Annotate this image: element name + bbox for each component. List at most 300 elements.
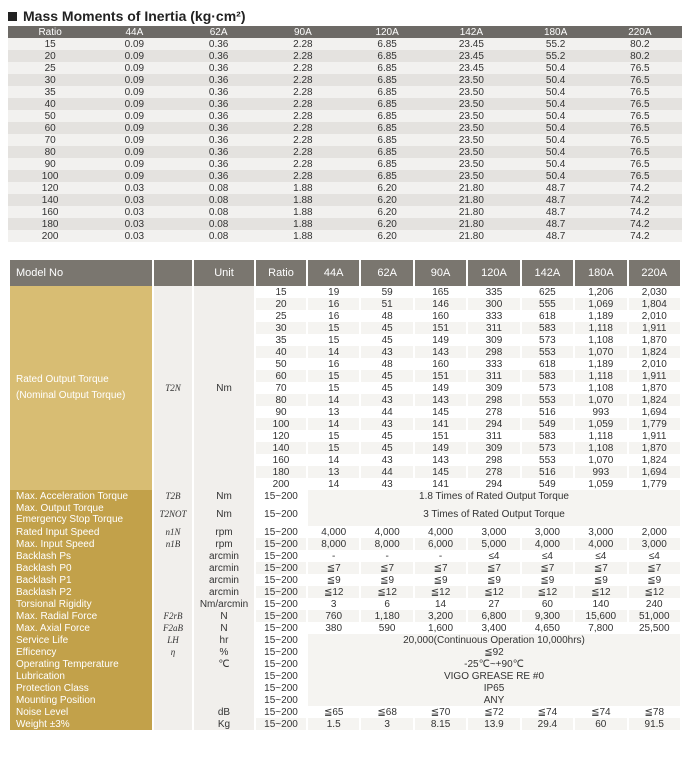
- value-cell: ≦74: [575, 706, 626, 718]
- estop-unit: Nm: [194, 502, 254, 526]
- inertia-cell: 23.45: [429, 38, 513, 50]
- value-cell: 51: [361, 298, 412, 310]
- inertia-cell: 55.2: [514, 50, 598, 62]
- inertia-cell: 2.28: [261, 38, 345, 50]
- value-cell: 760: [308, 610, 359, 622]
- spec-unit: N: [194, 610, 254, 622]
- value-cell: 3: [361, 718, 412, 730]
- symbol-cell: [154, 574, 192, 586]
- torque-unit: Nm: [194, 286, 254, 490]
- value-cell: 48: [361, 358, 412, 370]
- torque-label: [10, 286, 152, 490]
- inertia-cell: 76.5: [598, 74, 682, 86]
- value-cell: 1,911: [629, 430, 680, 442]
- value-cell: 1,069: [575, 298, 626, 310]
- value-cell: 145: [415, 466, 466, 478]
- symbol-cell: [154, 526, 192, 538]
- spec-label: Max. Radial Force: [10, 610, 152, 622]
- inertia-cell: 0.03: [92, 206, 176, 218]
- inertia-cell: 0.36: [177, 38, 261, 50]
- value-cell: 143: [415, 346, 466, 358]
- span-ratio: 15~200: [256, 646, 306, 658]
- inertia-cell: 0.09: [92, 38, 176, 50]
- value-cell: 59: [361, 286, 412, 298]
- inertia-cell: 2.28: [261, 86, 345, 98]
- symbol-text: n1B: [165, 538, 181, 549]
- symbol-cell: [154, 610, 192, 622]
- symbol-cell: [154, 646, 192, 658]
- inertia-cell: 76.5: [598, 62, 682, 74]
- value-cell: 3,200: [415, 610, 466, 622]
- value-cell: ≦9: [575, 574, 626, 586]
- value-cell: 141: [415, 478, 466, 490]
- spec-row: [10, 610, 680, 622]
- value-cell: 1,189: [575, 358, 626, 370]
- value-cell: 15: [308, 322, 359, 334]
- inertia-cell: 23.50: [429, 74, 513, 86]
- value-cell: 6,800: [468, 610, 519, 622]
- spec-header-row: [10, 260, 680, 286]
- value-cell: 516: [522, 406, 573, 418]
- value-cell: 13.9: [468, 718, 519, 730]
- value-cell: 1,824: [629, 394, 680, 406]
- inertia-cell: 23.50: [429, 146, 513, 158]
- ratio-cell: 70: [256, 382, 306, 394]
- spec-label: Max. Input Speed: [10, 538, 152, 550]
- spec-ratio: 15~200: [256, 610, 306, 622]
- value-cell: 1,779: [629, 478, 680, 490]
- value-cell: 333: [468, 358, 519, 370]
- inertia-cell: 0.09: [92, 74, 176, 86]
- tail-label: Weight ±3%: [10, 718, 152, 730]
- spec-header-cell: 90A: [415, 260, 466, 286]
- span-unit: %: [194, 646, 254, 658]
- value-cell: 278: [468, 466, 519, 478]
- spec-ratio: 15~200: [256, 586, 306, 598]
- value-cell: ≦7: [308, 562, 359, 574]
- value-cell: 149: [415, 382, 466, 394]
- spec-row: [10, 574, 680, 586]
- inertia-cell: 80.2: [598, 38, 682, 50]
- ratio-cell: 25: [256, 310, 306, 322]
- value-cell: ≦9: [308, 574, 359, 586]
- value-cell: 583: [522, 370, 573, 382]
- inertia-cell: 2.28: [261, 146, 345, 158]
- value-cell: 240: [629, 598, 680, 610]
- value-cell: 1.5: [308, 718, 359, 730]
- inertia-cell: 50.4: [514, 62, 598, 74]
- inertia-cell: 0.08: [177, 218, 261, 230]
- value-cell: 993: [575, 466, 626, 478]
- span-ratio: 15~200: [256, 682, 306, 694]
- value-cell: ≦7: [415, 562, 466, 574]
- inertia-row: [8, 146, 682, 158]
- value-cell: 14: [415, 598, 466, 610]
- inertia-cell: 50.4: [514, 122, 598, 134]
- symbol-text: T2NOT: [159, 508, 187, 519]
- value-cell: 1,824: [629, 454, 680, 466]
- value-cell: 6,000: [415, 538, 466, 550]
- inertia-cell: 50.4: [514, 134, 598, 146]
- inertia-cell: 200: [8, 230, 92, 242]
- value-cell: 4,000: [415, 526, 466, 538]
- square-bullet-icon: [8, 12, 17, 21]
- spec-header-cell: 220A: [629, 260, 680, 286]
- value-cell: ≦9: [629, 574, 680, 586]
- inertia-row: [8, 218, 682, 230]
- ratio-cell: 50: [256, 358, 306, 370]
- symbol-cell: [154, 538, 192, 550]
- value-cell: 583: [522, 322, 573, 334]
- spec-header-cell: 180A: [575, 260, 626, 286]
- inertia-cell: 0.36: [177, 122, 261, 134]
- ratio-cell: 180: [256, 466, 306, 478]
- span-ratio: 15~200: [256, 670, 306, 682]
- value-cell: 14: [308, 346, 359, 358]
- spec-label: Backlash P2: [10, 586, 152, 598]
- inertia-cell: 20: [8, 50, 92, 62]
- spec-unit: Nm/arcmin: [194, 598, 254, 610]
- inertia-cell: 0.09: [92, 62, 176, 74]
- inertia-cell: 160: [8, 206, 92, 218]
- accel-unit: Nm: [194, 490, 254, 502]
- symbol-text: LH: [167, 634, 179, 645]
- inertia-cell: 6.85: [345, 74, 429, 86]
- estop-label: [10, 502, 152, 526]
- value-cell: 45: [361, 382, 412, 394]
- inertia-header-cell: 120A: [345, 26, 429, 38]
- span-label: Lubrication: [10, 670, 152, 682]
- tail-unit: Kg: [194, 718, 254, 730]
- spec-ratio: 15~200: [256, 526, 306, 538]
- inertia-table: [8, 26, 682, 242]
- inertia-cell: 2.28: [261, 170, 345, 182]
- inertia-cell: 0.09: [92, 122, 176, 134]
- value-cell: ≦9: [415, 574, 466, 586]
- span-row: [10, 682, 680, 694]
- inertia-cell: 6.85: [345, 134, 429, 146]
- symbol-cell: [154, 490, 192, 502]
- span-value: ANY: [308, 694, 680, 706]
- inertia-row: [8, 230, 682, 242]
- value-cell: 573: [522, 382, 573, 394]
- value-cell: 1,870: [629, 334, 680, 346]
- ratio-cell: 20: [256, 298, 306, 310]
- inertia-title-text: Mass Moments of Inertia (kg·cm²): [23, 8, 246, 24]
- tail-row: [10, 718, 680, 730]
- inertia-row: [8, 122, 682, 134]
- inertia-row: [8, 62, 682, 74]
- value-cell: 1,694: [629, 406, 680, 418]
- value-cell: 140: [575, 598, 626, 610]
- inertia-cell: 0.08: [177, 206, 261, 218]
- value-cell: 516: [522, 466, 573, 478]
- ratio-cell: 160: [256, 454, 306, 466]
- spec-label: Backlash P0: [10, 562, 152, 574]
- value-cell: ≤4: [522, 550, 573, 562]
- value-cell: 311: [468, 322, 519, 334]
- inertia-cell: 23.50: [429, 134, 513, 146]
- inertia-row: [8, 158, 682, 170]
- inertia-cell: 0.08: [177, 194, 261, 206]
- ratio-cell: 15: [256, 286, 306, 298]
- value-cell: 1,108: [575, 334, 626, 346]
- spec-ratio: 15~200: [256, 550, 306, 562]
- span-value: IP65: [308, 682, 680, 694]
- value-cell: 618: [522, 310, 573, 322]
- inertia-cell: 0.36: [177, 134, 261, 146]
- value-cell: -: [415, 550, 466, 562]
- value-cell: ≦65: [308, 706, 359, 718]
- value-cell: -: [308, 550, 359, 562]
- torque-label-line2: (Nominal Output Torque): [16, 390, 126, 401]
- spec-header-cell: Model No: [10, 260, 152, 286]
- value-cell: 45: [361, 370, 412, 382]
- inertia-cell: 0.09: [92, 86, 176, 98]
- inertia-cell: 2.28: [261, 50, 345, 62]
- inertia-cell: 76.5: [598, 170, 682, 182]
- inertia-cell: 1.88: [261, 182, 345, 194]
- value-cell: 8,000: [308, 538, 359, 550]
- value-cell: 1,108: [575, 442, 626, 454]
- inertia-cell: 48.7: [514, 182, 598, 194]
- spec-header-cell: 142A: [522, 260, 573, 286]
- value-cell: 15: [308, 442, 359, 454]
- value-cell: 8,000: [361, 538, 412, 550]
- value-cell: 16: [308, 298, 359, 310]
- value-cell: 151: [415, 322, 466, 334]
- value-cell: 590: [361, 622, 412, 634]
- inertia-cell: 21.80: [429, 218, 513, 230]
- value-cell: 4,000: [308, 526, 359, 538]
- symbol-text: T2N: [165, 382, 181, 393]
- inertia-cell: 15: [8, 38, 92, 50]
- inertia-cell: 0.36: [177, 86, 261, 98]
- value-cell: ≦9: [361, 574, 412, 586]
- spec-row: [10, 562, 680, 574]
- value-cell: ≦74: [522, 706, 573, 718]
- inertia-cell: 21.80: [429, 182, 513, 194]
- inertia-cell: 0.36: [177, 146, 261, 158]
- symbol-cell: [154, 694, 192, 706]
- value-cell: 1,694: [629, 466, 680, 478]
- value-cell: ≦12: [522, 586, 573, 598]
- spec-row: [10, 622, 680, 634]
- spec-row: [10, 550, 680, 562]
- inertia-cell: 6.85: [345, 146, 429, 158]
- inertia-cell: 120: [8, 182, 92, 194]
- value-cell: 2,000: [629, 526, 680, 538]
- accel-label: Max. Acceleration Torque: [10, 490, 152, 502]
- value-cell: 1,070: [575, 394, 626, 406]
- inertia-cell: 6.85: [345, 122, 429, 134]
- span-unit: [194, 682, 254, 694]
- span-value: -25℃~+90℃: [308, 658, 680, 670]
- value-cell: 15: [308, 430, 359, 442]
- spec-label: Max. Axial Force: [10, 622, 152, 634]
- inertia-cell: 6.85: [345, 158, 429, 170]
- value-cell: 51,000: [629, 610, 680, 622]
- symbol-cell: [154, 286, 192, 490]
- value-cell: 14: [308, 454, 359, 466]
- inertia-cell: 30: [8, 74, 92, 86]
- ratio-cell: 120: [256, 430, 306, 442]
- inertia-cell: 6.85: [345, 86, 429, 98]
- value-cell: 45: [361, 322, 412, 334]
- symbol-cell: [154, 502, 192, 526]
- value-cell: 4,000: [575, 538, 626, 550]
- inertia-cell: 2.28: [261, 158, 345, 170]
- inertia-cell: 74.2: [598, 206, 682, 218]
- inertia-cell: 50: [8, 110, 92, 122]
- value-cell: 146: [415, 298, 466, 310]
- value-cell: 553: [522, 454, 573, 466]
- inertia-cell: 74.2: [598, 218, 682, 230]
- ratio-cell: 100: [256, 418, 306, 430]
- value-cell: ≦7: [629, 562, 680, 574]
- spec-label: Backlash P1: [10, 574, 152, 586]
- inertia-cell: 6.85: [345, 110, 429, 122]
- value-cell: 573: [522, 442, 573, 454]
- value-cell: ≦7: [468, 562, 519, 574]
- inertia-cell: 70: [8, 134, 92, 146]
- symbol-cell: [154, 598, 192, 610]
- value-cell: 549: [522, 418, 573, 430]
- inertia-cell: 76.5: [598, 98, 682, 110]
- inertia-cell: 21.80: [429, 194, 513, 206]
- inertia-cell: 0.36: [177, 98, 261, 110]
- value-cell: 45: [361, 430, 412, 442]
- inertia-cell: 0.09: [92, 170, 176, 182]
- spec-header-cell: [154, 260, 192, 286]
- value-cell: 1,911: [629, 322, 680, 334]
- value-cell: 15: [308, 370, 359, 382]
- inertia-cell: 80.2: [598, 50, 682, 62]
- inertia-cell: 50.4: [514, 146, 598, 158]
- inertia-cell: 35: [8, 86, 92, 98]
- span-label: Mounting Position: [10, 694, 152, 706]
- value-cell: 6: [361, 598, 412, 610]
- inertia-cell: 90: [8, 158, 92, 170]
- span-label: Efficency: [10, 646, 152, 658]
- value-cell: 43: [361, 454, 412, 466]
- inertia-cell: 1.88: [261, 194, 345, 206]
- inertia-cell: 6.85: [345, 62, 429, 74]
- inertia-cell: 0.03: [92, 218, 176, 230]
- value-cell: 151: [415, 430, 466, 442]
- inertia-header-cell: 180A: [514, 26, 598, 38]
- value-cell: 4,650: [522, 622, 573, 634]
- value-cell: 3,000: [575, 526, 626, 538]
- inertia-row: [8, 170, 682, 182]
- inertia-cell: 76.5: [598, 86, 682, 98]
- value-cell: 43: [361, 394, 412, 406]
- torque-label-line1: Rated Output Torque: [16, 374, 109, 385]
- span-unit: hr: [194, 634, 254, 646]
- value-cell: 549: [522, 478, 573, 490]
- value-cell: 333: [468, 310, 519, 322]
- value-cell: 1,180: [361, 610, 412, 622]
- inertia-row: [8, 110, 682, 122]
- inertia-cell: 0.09: [92, 110, 176, 122]
- value-cell: 311: [468, 430, 519, 442]
- value-cell: -: [361, 550, 412, 562]
- value-cell: 149: [415, 442, 466, 454]
- inertia-cell: 6.85: [345, 98, 429, 110]
- span-value: ≦92: [308, 646, 680, 658]
- spec-unit: arcmin: [194, 550, 254, 562]
- spec-row: [10, 538, 680, 550]
- inertia-cell: 23.45: [429, 62, 513, 74]
- value-cell: 4,000: [522, 538, 573, 550]
- span-value: 20,000(Continuous Operation 10,000hrs): [308, 634, 680, 646]
- value-cell: 298: [468, 394, 519, 406]
- inertia-cell: 0.36: [177, 110, 261, 122]
- span-ratio: 15~200: [256, 634, 306, 646]
- spec-ratio: 15~200: [256, 538, 306, 550]
- inertia-cell: 23.50: [429, 110, 513, 122]
- inertia-cell: 50.4: [514, 86, 598, 98]
- inertia-header-cell: 62A: [177, 26, 261, 38]
- tail-label: Noise Level: [10, 706, 152, 718]
- inertia-row: [8, 206, 682, 218]
- inertia-cell: 0.09: [92, 50, 176, 62]
- inertia-cell: 1.88: [261, 206, 345, 218]
- value-cell: ≦12: [415, 586, 466, 598]
- inertia-cell: 48.7: [514, 206, 598, 218]
- inertia-cell: 2.28: [261, 110, 345, 122]
- estop-row: [10, 502, 680, 526]
- inertia-cell: 1.88: [261, 218, 345, 230]
- value-cell: 160: [415, 310, 466, 322]
- inertia-cell: 6.85: [345, 38, 429, 50]
- value-cell: ≦12: [308, 586, 359, 598]
- value-cell: ≦12: [468, 586, 519, 598]
- value-cell: 1,059: [575, 478, 626, 490]
- inertia-cell: 100: [8, 170, 92, 182]
- value-cell: ≦9: [468, 574, 519, 586]
- symbol-cell: [154, 718, 192, 730]
- spec-unit: arcmin: [194, 586, 254, 598]
- ratio-cell: 90: [256, 406, 306, 418]
- inertia-cell: 48.7: [514, 230, 598, 242]
- value-cell: 309: [468, 382, 519, 394]
- symbol-cell: [154, 670, 192, 682]
- inertia-row: [8, 194, 682, 206]
- value-cell: 45: [361, 442, 412, 454]
- value-cell: 309: [468, 334, 519, 346]
- inertia-cell: 23.50: [429, 170, 513, 182]
- value-cell: 145: [415, 406, 466, 418]
- inertia-cell: 23.50: [429, 122, 513, 134]
- spec-unit: arcmin: [194, 574, 254, 586]
- inertia-cell: 2.28: [261, 122, 345, 134]
- ratio-cell: 35: [256, 334, 306, 346]
- inertia-cell: 0.09: [92, 98, 176, 110]
- span-label: Protection Class: [10, 682, 152, 694]
- inertia-row: [8, 86, 682, 98]
- inertia-cell: 21.80: [429, 230, 513, 242]
- value-cell: 19: [308, 286, 359, 298]
- value-cell: 1,070: [575, 454, 626, 466]
- value-cell: 1,870: [629, 382, 680, 394]
- value-cell: 15,600: [575, 610, 626, 622]
- ratio-cell: 140: [256, 442, 306, 454]
- spec-label: Rated Input Speed: [10, 526, 152, 538]
- value-cell: 1,189: [575, 310, 626, 322]
- inertia-cell: 25: [8, 62, 92, 74]
- inertia-cell: 50.4: [514, 110, 598, 122]
